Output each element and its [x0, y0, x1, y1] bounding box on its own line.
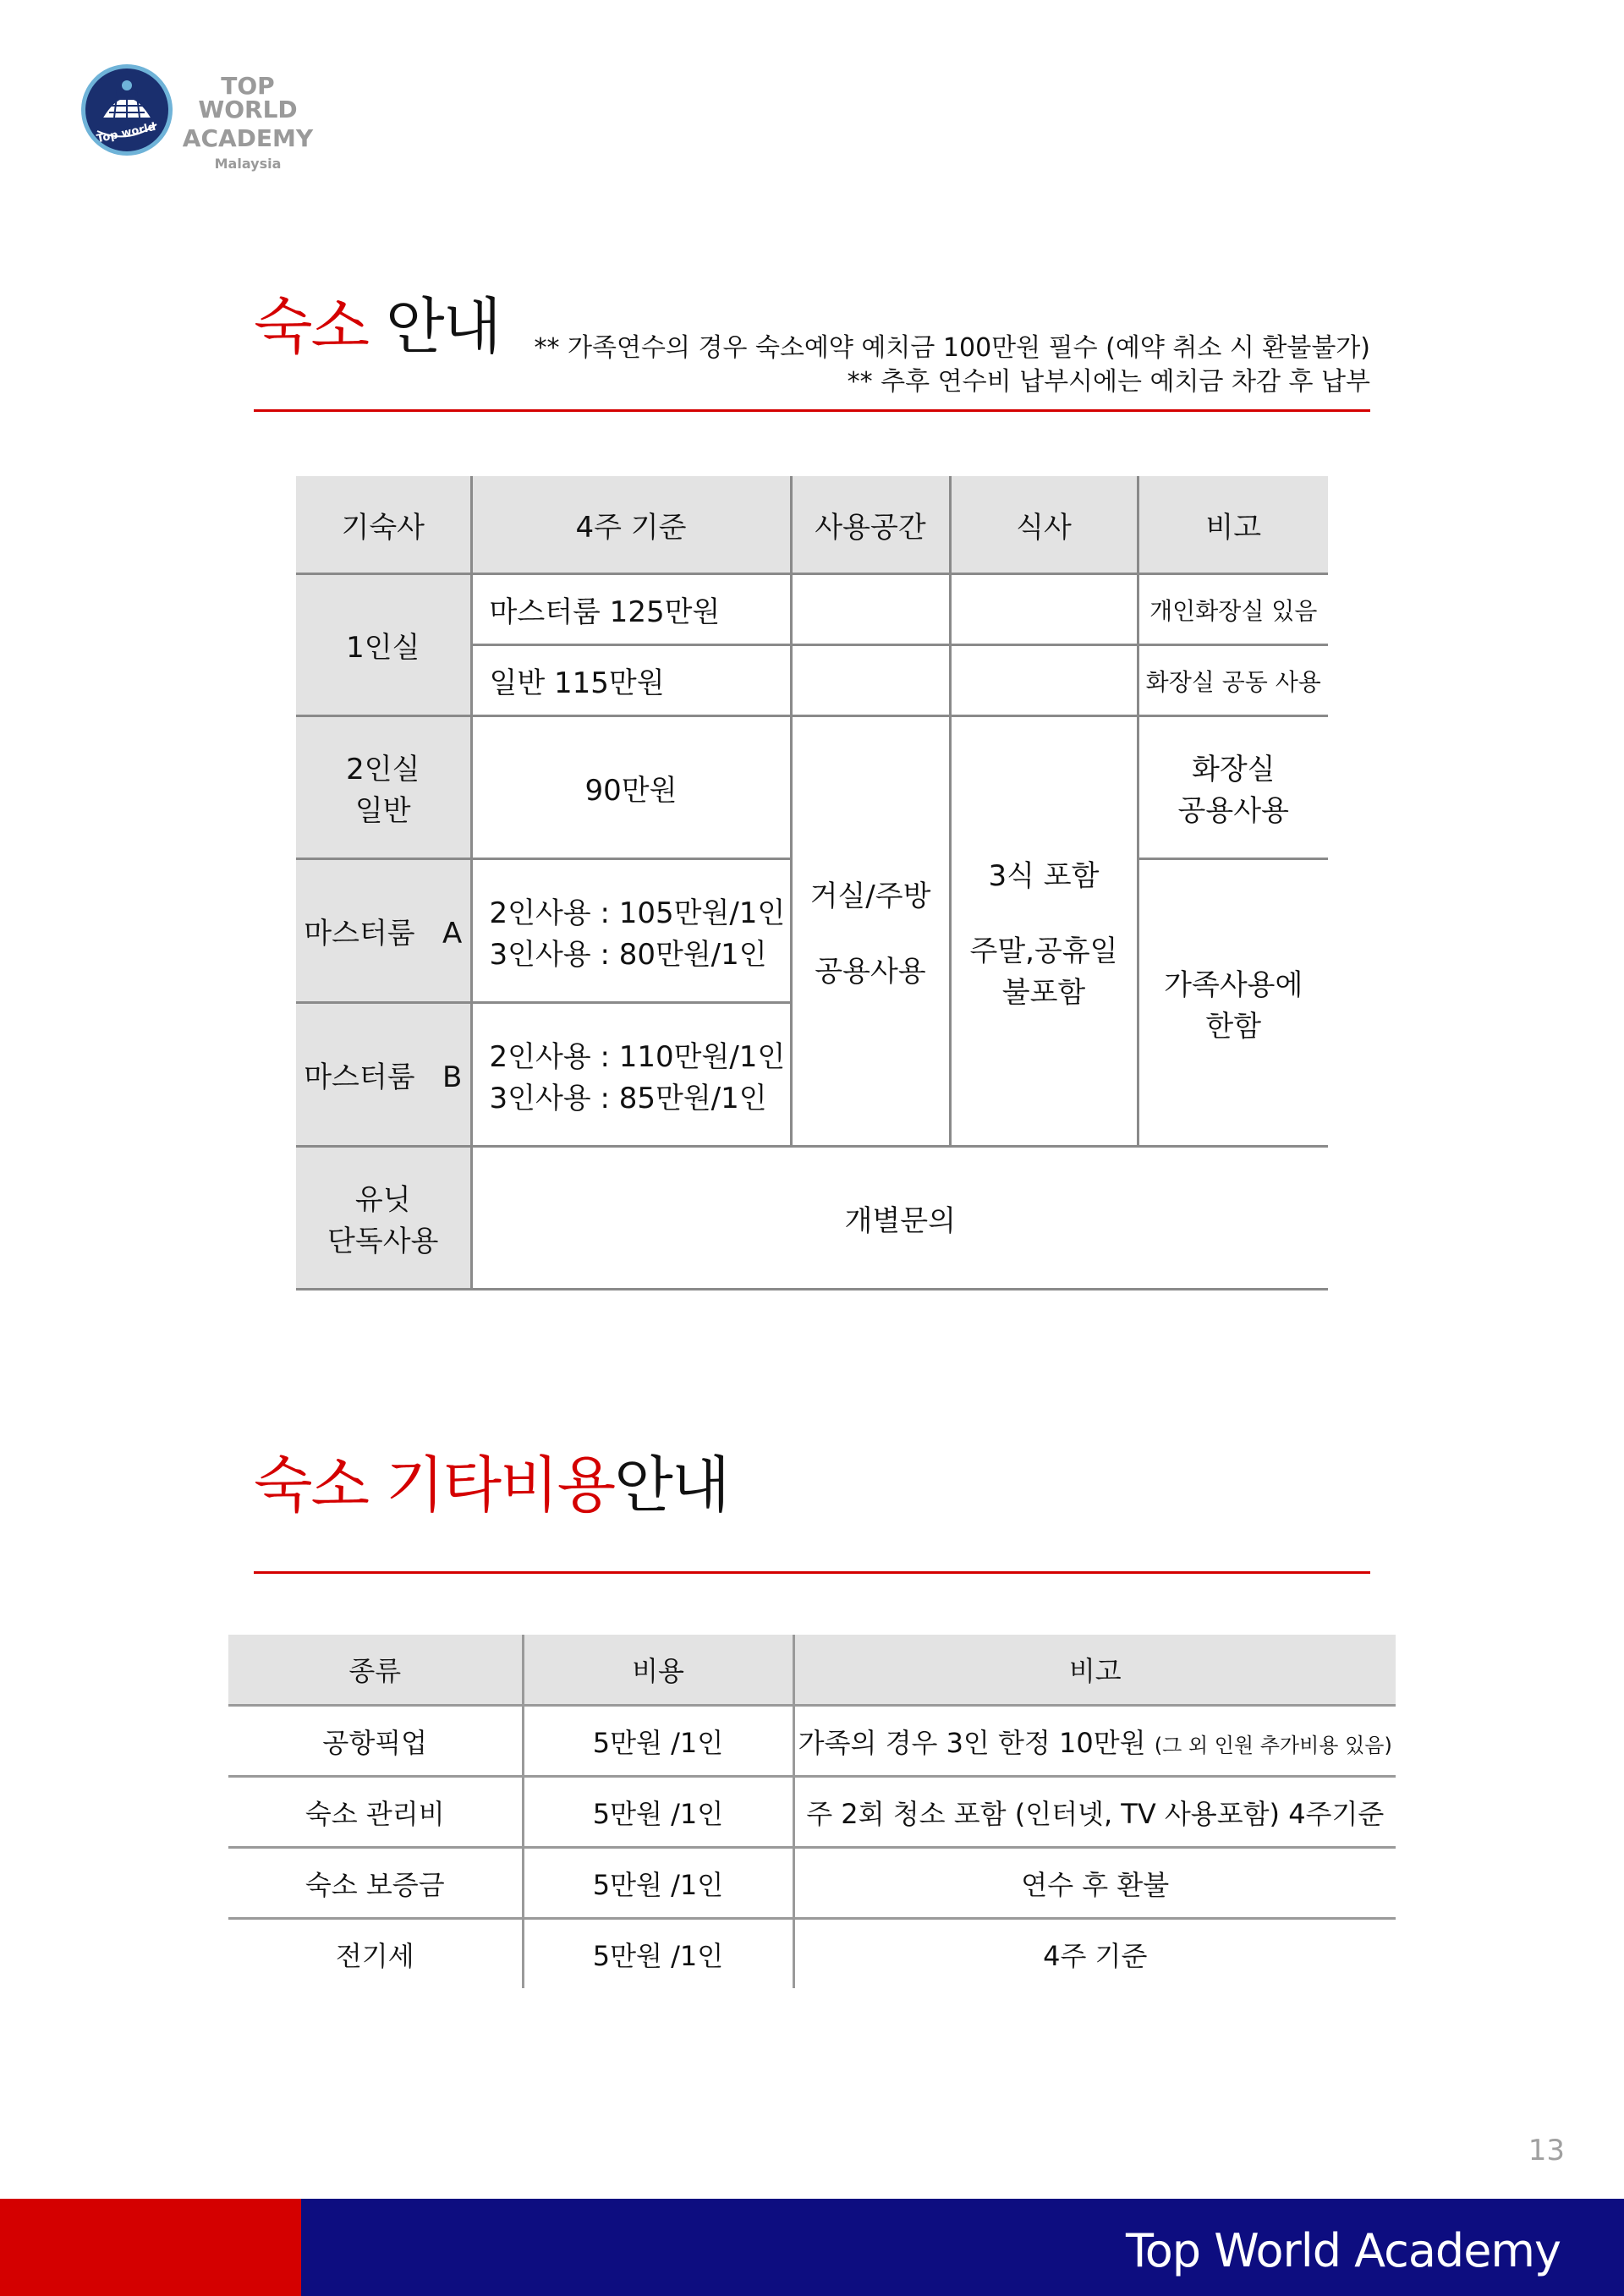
cost-type: 숙소 관리비 — [228, 1777, 523, 1848]
cost-type: 숙소 보증금 — [228, 1848, 523, 1919]
empty-cell — [791, 645, 950, 716]
logo-line3: Malaysia — [214, 156, 282, 172]
extra-costs-heading — [254, 1449, 729, 1521]
cost-remark — [793, 1706, 1396, 1777]
cost-remark-text: 가족의 경우 3인 한정 10만원 — [798, 1726, 1146, 1759]
logo-wordmark — [176, 74, 320, 171]
master-a-price-line2: 3인사용 : 80만원/1인 — [489, 937, 767, 972]
logo-line1: TOP WORLD — [198, 72, 298, 123]
shared-space-line1: 거실/주방 — [809, 879, 931, 913]
cost-remark: 연수 후 환불 — [793, 1848, 1396, 1919]
academy-logo — [81, 63, 335, 172]
family-note-line2: 한함 — [1205, 1009, 1262, 1044]
cost-remark-small: (그 외 인원 추가비용 있음) — [1154, 1733, 1392, 1757]
deposit-note-1: ** 가족연수의 경우 숙소예약 예치금 100만원 필수 (예약 취소 시 환불불가) — [534, 333, 1370, 363]
footer-bar — [0, 2199, 1624, 2296]
extra-costs-heading-black: 안내 — [614, 1449, 729, 1521]
footer-brand: Top World Academy — [1125, 2224, 1561, 2277]
header-type: 종류 — [228, 1635, 523, 1706]
family-note-line1: 가족사용에 — [1164, 967, 1303, 1002]
extra-costs-heading-red: 숙소 기타비용 — [254, 1449, 615, 1521]
double-room-line2: 일반 — [354, 794, 411, 828]
section2-divider — [254, 1571, 1370, 1574]
cost-type: 공항픽업 — [228, 1706, 523, 1777]
header-space: 사용공간 — [791, 476, 950, 574]
logo-line2: ACADEMY — [182, 124, 314, 152]
cost-amount: 5만원 /1인 — [523, 1777, 793, 1848]
empty-cell — [791, 574, 950, 645]
cost-remark: 4주 기준 — [793, 1919, 1396, 1989]
double-note-line1: 화장실 — [1191, 753, 1276, 786]
master-room-price: 마스터룸 125만원 — [471, 574, 791, 645]
double-room-line1: 2인실 — [346, 753, 420, 786]
single-room-label: 1인실 — [296, 574, 471, 716]
shared-space-line2: 공용사용 — [815, 955, 926, 989]
meals-cell — [950, 716, 1138, 1147]
deposit-notes — [535, 332, 1371, 399]
master-b-price-line2: 3인사용 : 85만원/1인 — [489, 1081, 767, 1115]
family-note-cell — [1138, 859, 1328, 1147]
double-room-note — [1138, 716, 1328, 859]
accommodation-table — [296, 476, 1328, 1290]
master-a-price-line1: 2인사용 : 105만원/1인 — [489, 896, 786, 930]
unit-line2: 단독사용 — [327, 1225, 439, 1258]
extra-costs-table — [228, 1635, 1396, 1988]
unit-label — [296, 1147, 471, 1290]
table-row — [228, 1919, 1396, 1989]
master-a-price — [471, 859, 791, 1003]
empty-cell — [950, 645, 1138, 716]
table-row — [296, 574, 1328, 645]
section1-divider — [254, 409, 1370, 412]
master-room-note: 개인화장실 있음 — [1138, 574, 1328, 645]
table-row — [228, 1706, 1396, 1777]
shared-space-cell — [791, 716, 950, 1147]
cost-amount: 5만원 /1인 — [523, 1848, 793, 1919]
meals-line3: 불포함 — [1001, 975, 1086, 1010]
master-b-label: 마스터룸 B — [296, 1003, 471, 1147]
double-note-line2: 공용사용 — [1177, 794, 1289, 828]
header-dormitory: 기숙사 — [296, 476, 471, 574]
header-remark: 비고 — [793, 1635, 1396, 1706]
double-room-price: 90만원 — [471, 716, 791, 859]
cost-amount: 5만원 /1인 — [523, 1706, 793, 1777]
empty-cell — [950, 574, 1138, 645]
table-header-row — [296, 476, 1328, 574]
unit-inquiry: 개별문의 — [471, 1147, 1328, 1290]
page-number: 13 — [1528, 2134, 1565, 2167]
table-row — [228, 1848, 1396, 1919]
header-cost: 비용 — [523, 1635, 793, 1706]
table-row — [228, 1777, 1396, 1848]
cost-type: 전기세 — [228, 1919, 523, 1989]
header-meals: 식사 — [950, 476, 1138, 574]
master-b-price — [471, 1003, 791, 1147]
master-a-label: 마스터룸 A — [296, 859, 471, 1003]
meals-line2: 주말,공휴일 — [969, 934, 1118, 968]
header-note: 비고 — [1138, 476, 1328, 574]
double-room-label — [296, 716, 471, 859]
general-room-price: 일반 115만원 — [471, 645, 791, 716]
deposit-note-2: ** 추후 연수비 납부시에는 예치금 차감 후 납부 — [847, 367, 1370, 397]
footer-red-block — [0, 2199, 301, 2296]
accommodation-heading — [254, 291, 501, 362]
logo-emblem-text: Top world — [95, 120, 157, 146]
table-row — [296, 716, 1328, 859]
master-b-price-line1: 2인사용 : 110만원/1인 — [489, 1039, 786, 1074]
cost-amount: 5만원 /1인 — [523, 1919, 793, 1989]
accommodation-heading-black: 안내 — [386, 291, 501, 362]
table-header-row — [228, 1635, 1396, 1706]
accommodation-heading-red: 숙소 — [254, 291, 369, 362]
table-row — [296, 1147, 1328, 1290]
meals-line1: 3식 포함 — [988, 858, 1100, 893]
cost-remark: 주 2회 청소 포함 (인터넷, TV 사용포함) 4주기준 — [793, 1777, 1396, 1848]
globe-emblem-icon — [81, 64, 173, 156]
general-room-note: 화장실 공동 사용 — [1138, 645, 1328, 716]
header-4week: 4주 기준 — [471, 476, 791, 574]
unit-line1: 유닛 — [354, 1183, 411, 1217]
